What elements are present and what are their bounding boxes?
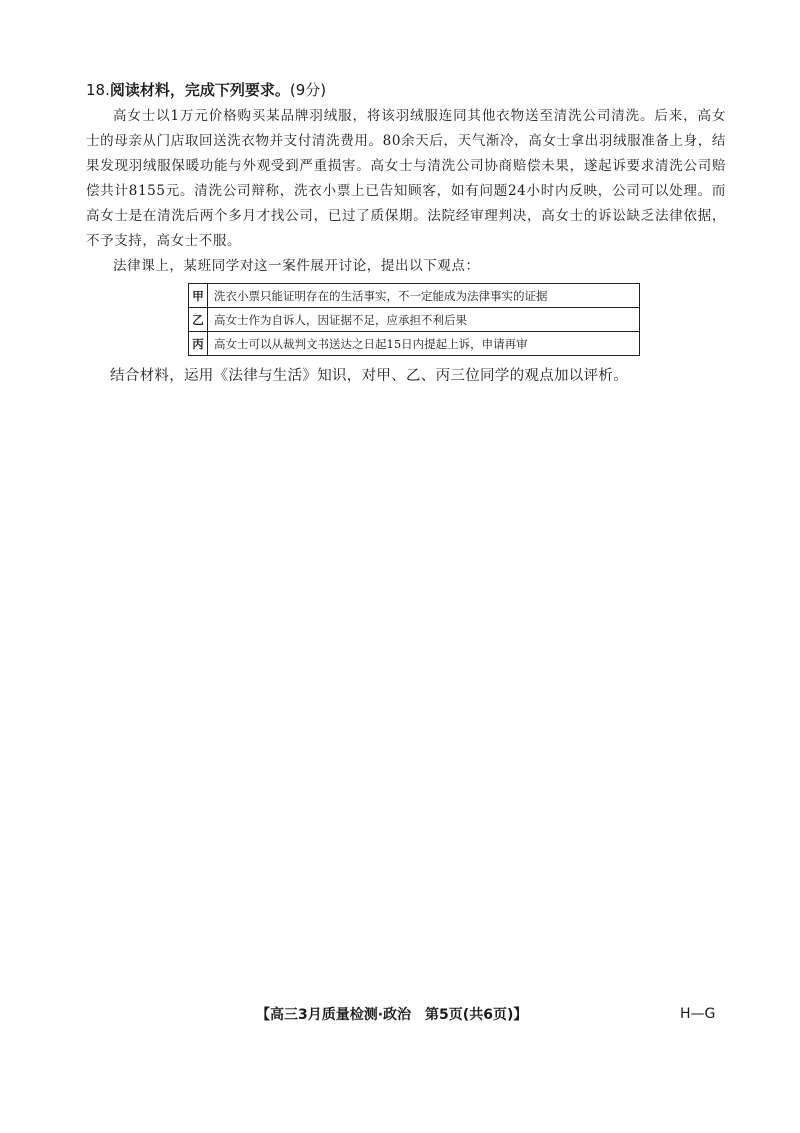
views-table: [188, 283, 640, 356]
material-paragraph: 高女士以1万元价格购买某品牌羽绒服，将该羽绒服连同其他衣物送至清洗公司清洗。后来，高女士的母亲从门店取回送洗衣物并支付清洗费用。80余天后，天气渐冷，高女士拿出羽绒服准备上身，结果发现羽绒服保暖功能与外观受到严重损害。高女士与清洗公司协商赔偿未果，遂起诉要求清洗公司赔偿共计8155元。清洗公司辩称，洗衣小票上已告知顾客，如有问题24小时内反映，公司可以处理。而高女士是在清洗后两个多月才找公司，已过了质保期。法院经审理判决，高女士的诉讼缺乏法律依据，不予支持，高女士不服。: [86, 108, 726, 249]
view-row: [189, 308, 640, 332]
page-footer: 【高三3月质量检测·政治 第5页(共6页)】: [256, 1007, 528, 1023]
view-label: 甲: [189, 284, 208, 308]
view-label: 丙: [189, 332, 208, 356]
question-18: [86, 78, 726, 388]
question-instruction: 阅读材料，完成下列要求。: [109, 81, 290, 99]
task-prompt: 结合材料，运用《法律与生活》知识，对甲、乙、丙三位同学的观点加以评析。: [110, 368, 628, 384]
view-text: 高女士可以从裁判文书送达之日起15日内提起上诉，申请再审: [208, 332, 640, 356]
paper-code: H—G: [680, 1006, 716, 1022]
discussion-intro: 法律课上，某班同学对这一案件展开讨论，提出以下观点：: [113, 258, 480, 274]
question-score: (9分): [289, 81, 327, 99]
view-text: 洗衣小票只能证明存在的生活事实，不一定能成为法律事实的证据: [208, 284, 640, 308]
view-text: 高女士作为自诉人，因证据不足，应承担不利后果: [208, 308, 640, 332]
view-row: [189, 332, 640, 356]
question-heading: [86, 78, 726, 102]
view-row: [189, 284, 640, 308]
material-passage: [86, 104, 726, 254]
question-number: 18.: [86, 81, 110, 99]
view-label: 乙: [189, 308, 208, 332]
